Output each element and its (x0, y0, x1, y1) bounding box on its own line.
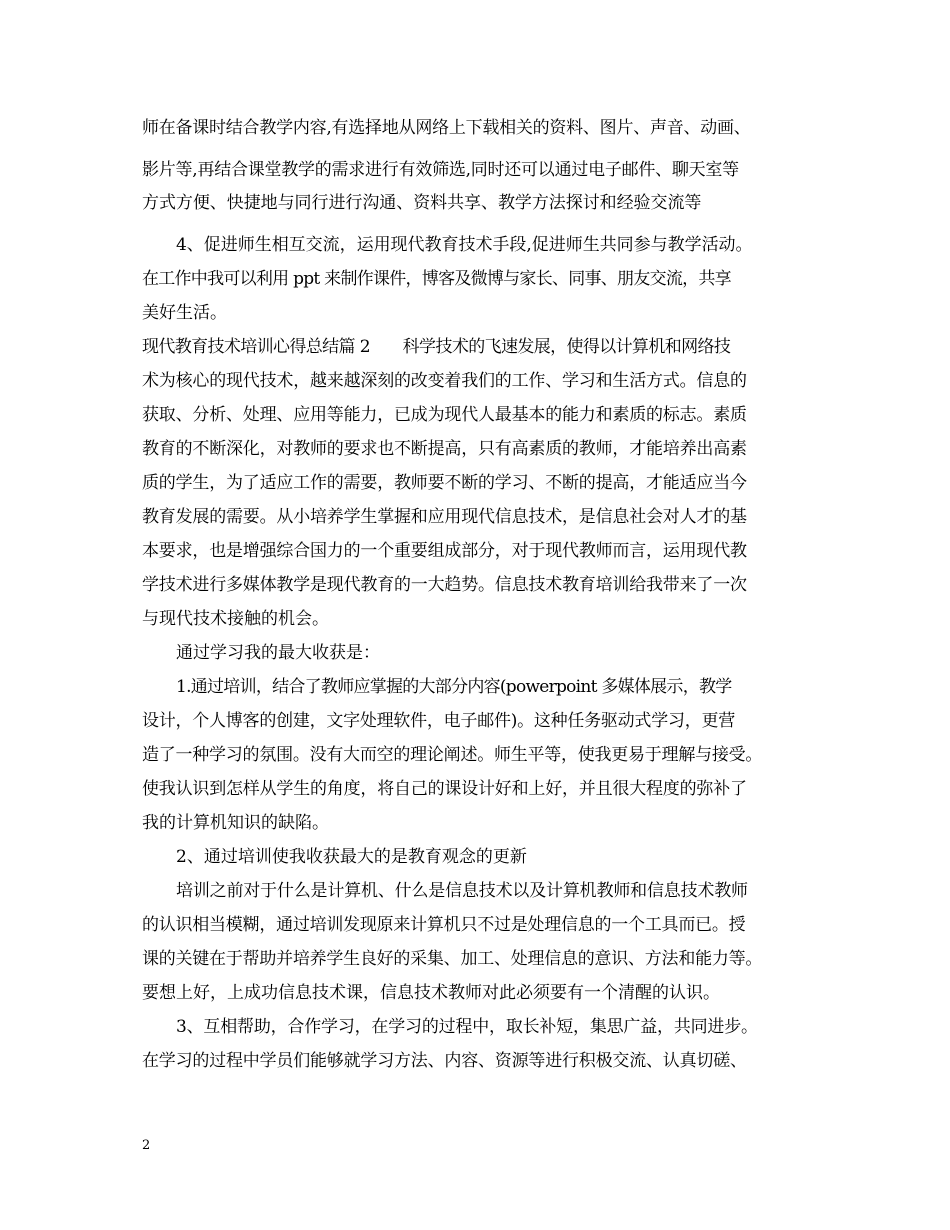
text-line: 培训之前对于什么是计算机、什么是信息技术以及计算机教师和信息技术教师 (176, 881, 748, 901)
text-line: 影片等,再结合课堂教学的需求进行有效筛选,同时还可以通过电子邮件、聊天室等 (142, 160, 739, 180)
text-line: 4、促进师生相互交流，运用现代教育技术手段,促进师生共同参与教学活动。 (176, 235, 753, 255)
text-line: 造了一种学习的氛围。没有大而空的理论阐述。师生平等，使我更易于理解与接受。 (142, 745, 763, 765)
text-line: 教育发展的需要。从小培养学生掌握和应用现代信息技术，是信息社会对人才的基 (142, 507, 747, 527)
page-number: 2 (142, 1138, 151, 1153)
text-line: 要想上好，上成功信息技术课，信息技术教师对此必须要有一个清醒的认识。 (142, 983, 720, 1003)
text-line: 美好生活。 (142, 303, 227, 323)
text-line: 术为核心的现代技术，越来越深刻的改变着我们的工作、学习和生活方式。信息的 (142, 371, 747, 391)
text-line: 课的关键在于帮助并培养学生良好的采集、加工、处理信息的意识、方法和能力等。 (142, 949, 763, 969)
text-line: 在学习的过程中学员们能够就学习方法、内容、资源等进行积极交流、认真切磋、 (142, 1051, 747, 1071)
text-line: 师在备课时结合教学内容,有选择地从网络上下载相关的资料、图片、声音、动画、 (142, 118, 751, 138)
text-line: 获取、分析、处理、应用等能力，已成为现代人最基本的能力和素质的标志。素质 (142, 405, 747, 425)
text-line: 通过学习我的最大收获是： (176, 643, 380, 663)
text-line: 1.通过培训，结合了教师应掌握的大部分内容(powerpoint 多媒体展示，教学 (176, 677, 732, 697)
text-line: 本要求，也是增强综合国力的一个重要组成部分，对于现代教师而言，运用现代教 (142, 541, 747, 561)
text-line: 在工作中我可以利用 ppt 来制作课件，博客及微博与家长、同事、朋友交流，共享 (142, 269, 731, 289)
text-line: 与现代技术接触的机会。 (142, 609, 329, 629)
text-line: 质的学生，为了适应工作的需要，教师要不断的学习、不断的提高，才能适应当今 (142, 473, 747, 493)
text-line: 方式方便、快捷地与同行进行沟通、资料共享、教学方法探讨和经验交流等 (142, 193, 702, 213)
text-line: 设计，个人博客的创建，文字处理软件，电子邮件)。这种任务驱动式学习，更营 (142, 711, 735, 731)
text-line: 的认识相当模糊，通过培训发现原来计算机只不过是处理信息的一个工具而已。授 (142, 915, 746, 935)
text-line: 教育的不断深化，对教师的要求也不断提高，只有高素质的教师，才能培养出高素 (142, 439, 747, 459)
text-line: 使我认识到怎样从学生的角度，将自己的课设计好和上好，并且很大程度的弥补了 (142, 779, 747, 799)
text-line: 2、通过培训使我收获最大的是教育观念的更新 (176, 847, 527, 867)
text-line: 我的计算机知识的缺陷。 (142, 813, 329, 833)
text-line: 学技术进行多媒体教学是现代教育的一大趋势。信息技术教育培训给我带来了一次 (142, 575, 747, 595)
text-line: 现代教育技术培训心得总结篇 2 科学技术的飞速发展，使得以计算机和网络技 (142, 337, 731, 357)
text-line: 3、互相帮助，合作学习，在学习的过程中，取长补短，集思广益，共同进步。 (176, 1017, 758, 1037)
